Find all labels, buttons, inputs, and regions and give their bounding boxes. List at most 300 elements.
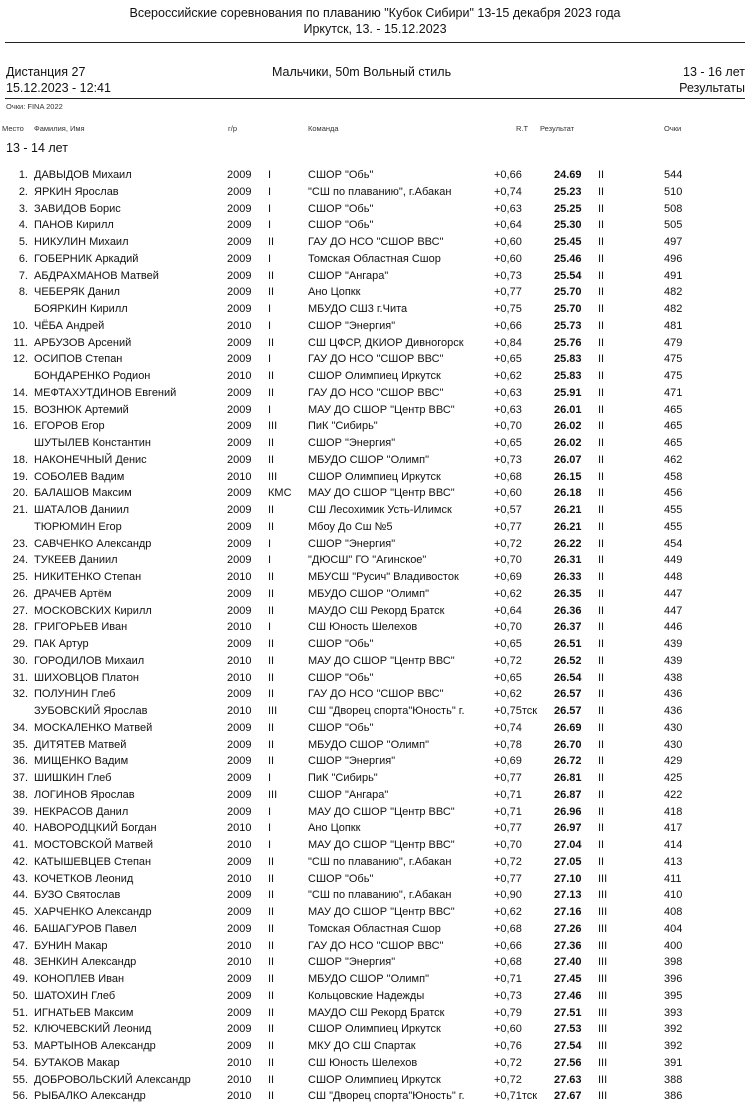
row-reaction-time: +0,70 <box>494 839 522 851</box>
row-result: 26.96 <box>554 805 582 818</box>
row-reaction-time: +0,60 <box>494 1023 522 1036</box>
row-reaction-time: +0,65 <box>494 671 522 684</box>
row-result: 27.05 <box>554 855 582 868</box>
row-result: 26.36 <box>554 604 582 617</box>
row-name: ПОЛУНИН Глеб <box>34 688 116 701</box>
row-points: 455 <box>664 504 683 516</box>
row-year: 2009 <box>227 855 252 868</box>
row-team: СШОР "Ангара" <box>308 269 389 282</box>
row-name: ГОРОДИЛОВ Михаил <box>34 654 145 667</box>
row-category: II <box>268 571 275 583</box>
row-name: НАКОНЕЧНЫЙ Денис <box>34 453 147 466</box>
table-row <box>0 871 750 888</box>
row-team: Ано Цопкк <box>308 822 361 835</box>
document-title: Всероссийские соревнования по плаванию "Кубок Сибири" 13-15 декабря 2023 года <box>129 6 621 20</box>
row-result: 25.54 <box>554 269 582 282</box>
row-points: 400 <box>664 939 683 952</box>
row-team: Томская Областная Сшор <box>308 922 441 935</box>
row-result: 26.54 <box>554 671 582 684</box>
row-year: 2009 <box>227 889 252 902</box>
row-points: 482 <box>664 303 683 315</box>
table-row <box>0 251 750 268</box>
row-team: МАУДО СШ Рекорд Братск <box>308 1006 445 1019</box>
row-name: МОСКОВСКИХ Кирилл <box>34 604 152 617</box>
row-category: I <box>268 185 272 198</box>
row-result: 26.35 <box>554 587 582 600</box>
row-name: МОСТОВСКОЙ Матвей <box>34 839 153 851</box>
row-points: 411 <box>664 872 682 885</box>
row-year: 2009 <box>227 403 252 416</box>
row-team: СШОР "Энергия" <box>308 755 396 768</box>
row-rank: III <box>598 922 608 935</box>
row-points: 430 <box>664 721 683 734</box>
row-year: 2009 <box>227 973 252 985</box>
row-reaction-time: +0,78 <box>494 738 522 751</box>
row-year: 2010 <box>227 956 252 969</box>
row-reaction-time: +0,60 <box>494 252 522 265</box>
row-points: 388 <box>664 1073 683 1086</box>
row-reaction-time: +0,73 <box>494 989 522 1002</box>
row-team: ГАУ ДО НСО "СШОР ВВС" <box>308 236 444 248</box>
row-reaction-time: +0,60 <box>494 236 522 248</box>
table-row <box>0 318 750 335</box>
row-category: I <box>268 805 272 818</box>
row-name: ДРАЧЕВ Артём <box>34 587 112 600</box>
table-row <box>0 1055 750 1072</box>
row-rank: II <box>598 370 605 382</box>
row-rank: II <box>598 470 605 483</box>
row-rank: II <box>598 336 605 349</box>
row-year: 2010 <box>227 621 252 634</box>
row-category: КМС <box>268 487 292 500</box>
table-row <box>0 502 750 519</box>
row-result: 26.70 <box>554 738 582 751</box>
row-rank: II <box>598 604 605 617</box>
table-row <box>0 418 750 435</box>
row-year: 2009 <box>227 303 252 315</box>
row-place: 44. <box>12 889 28 902</box>
row-rank: II <box>598 805 605 818</box>
row-points: 447 <box>664 604 683 617</box>
row-result: 26.21 <box>554 520 582 533</box>
row-year: 2009 <box>227 487 252 500</box>
row-points: 496 <box>664 252 683 265</box>
row-rank: III <box>598 989 608 1002</box>
row-name: ЛОГИНОВ Ярослав <box>34 788 135 801</box>
row-result: 25.91 <box>554 386 582 399</box>
row-result: 27.16 <box>554 906 582 918</box>
row-name: КОНОПЛЕВ Иван <box>34 973 125 985</box>
row-reaction-time: +0,57 <box>494 504 522 516</box>
row-year: 2009 <box>227 554 252 567</box>
row-points: 436 <box>664 705 683 717</box>
row-points: 418 <box>664 805 683 818</box>
row-team: МБУДО СШОР "Олимп" <box>308 587 429 600</box>
row-place: 46. <box>12 922 28 935</box>
row-name: ЗУБОВСКИЙ Ярослав <box>34 705 148 717</box>
row-team: ГАУ ДО НСО "СШОР ВВС" <box>308 386 444 399</box>
row-name: БУТАКОВ Макар <box>34 1056 120 1069</box>
row-year: 2009 <box>227 219 252 232</box>
row-name: СОБОЛЕВ Вадим <box>34 470 125 483</box>
row-reaction-time: +0,70 <box>494 621 522 634</box>
table-row <box>0 1021 750 1038</box>
row-year: 2009 <box>227 537 252 550</box>
row-reaction-time: +0,72 <box>494 1056 522 1069</box>
row-reaction-time: +0,65 <box>494 353 522 366</box>
row-year: 2009 <box>227 336 252 349</box>
row-team: СШ "Дворец спорта"Юность" г. <box>308 1090 465 1103</box>
row-category: I <box>268 252 272 265</box>
row-team: СШОР "Обь" <box>308 202 374 215</box>
table-row <box>0 787 750 804</box>
row-team: СШ ЦФСР, ДКИОР Дивногорск <box>308 336 464 349</box>
row-result: 26.31 <box>554 554 582 567</box>
row-points: 395 <box>664 989 683 1002</box>
row-team: Кольцовские Надежды <box>308 989 425 1002</box>
row-name: КАТЫШЕВЦЕВ Степан <box>34 855 152 868</box>
row-points: 455 <box>664 520 683 533</box>
table-row <box>0 1088 750 1105</box>
col-points: Очки <box>664 124 682 133</box>
row-name: БУЗО Святослав <box>34 889 121 902</box>
row-team: СШОР "Ангара" <box>308 788 389 801</box>
row-year: 2009 <box>227 688 252 701</box>
row-rank: II <box>598 822 605 835</box>
row-category: II <box>268 1023 275 1036</box>
row-place: 8. <box>18 286 28 299</box>
row-result: 27.04 <box>554 839 582 851</box>
row-reaction-time: +0,62 <box>494 906 522 918</box>
row-rank: III <box>598 1056 608 1069</box>
row-category: II <box>268 721 275 734</box>
row-year: 2009 <box>227 1023 252 1036</box>
row-rank: II <box>598 236 605 248</box>
row-name: НЕКРАСОВ Данил <box>34 805 129 818</box>
row-category: II <box>268 1090 275 1103</box>
row-place: 48. <box>12 956 28 969</box>
row-result: 25.46 <box>554 252 582 265</box>
event-number: Дистанция 27 <box>6 65 86 79</box>
row-team: МБУДО СШ3 г.Чита <box>308 303 408 315</box>
row-rank: II <box>598 303 605 315</box>
row-place: 56. <box>12 1090 28 1103</box>
row-points: 398 <box>664 956 683 969</box>
row-rank: II <box>598 705 605 717</box>
table-row <box>0 268 750 285</box>
row-team: МКУ ДО СШ Спартак <box>308 1040 416 1052</box>
row-name: БАШАГУРОВ Павел <box>34 922 137 935</box>
row-category: II <box>268 989 275 1002</box>
row-reaction-time: +0,90 <box>494 889 522 902</box>
row-result: 26.51 <box>554 638 582 650</box>
row-name: ЗЕНКИН Александр <box>34 956 137 969</box>
row-result: 24.69 <box>554 169 582 181</box>
row-points: 508 <box>664 202 683 215</box>
row-team: ПиК "Сибирь" <box>308 420 378 433</box>
row-category: III <box>268 420 278 433</box>
row-result: 26.57 <box>554 688 582 701</box>
row-category: I <box>268 772 272 784</box>
row-reaction-time: +0,63 <box>494 202 522 215</box>
row-result: 25.76 <box>554 336 582 349</box>
row-year: 2009 <box>227 185 252 198</box>
row-reaction-time: +0,77 <box>494 822 522 835</box>
row-place: 32. <box>12 688 28 701</box>
row-points: 505 <box>664 219 683 232</box>
row-category: II <box>268 453 275 466</box>
row-result: 26.33 <box>554 571 582 583</box>
row-year: 2009 <box>227 638 252 650</box>
row-points: 413 <box>664 855 683 868</box>
row-reaction-time: +0,71 <box>494 973 522 985</box>
row-rank: II <box>598 420 605 433</box>
table-row <box>0 385 750 402</box>
row-year: 2009 <box>227 738 252 751</box>
row-category: II <box>268 1056 275 1069</box>
row-reaction-time: +0,71тск <box>494 1090 538 1103</box>
table-row <box>0 603 750 620</box>
row-rank: II <box>598 621 605 634</box>
table-row <box>0 820 750 837</box>
row-rank: II <box>598 437 605 449</box>
event-datetime: 15.12.2023 - 12:41 <box>6 81 111 95</box>
row-team: МБУДО СШОР "Олимп" <box>308 973 429 985</box>
row-points: 439 <box>664 638 683 650</box>
table-row <box>0 737 750 754</box>
row-name: ИГНАТЬЕВ Максим <box>34 1006 134 1019</box>
row-reaction-time: +0,84 <box>494 336 522 349</box>
row-result: 26.02 <box>554 420 582 433</box>
row-place: 19. <box>12 470 28 483</box>
row-reaction-time: +0,66 <box>494 319 522 332</box>
row-place: 7. <box>18 269 28 282</box>
row-rank: II <box>598 738 605 751</box>
row-name: РЫБАЛКО Александр <box>34 1090 146 1103</box>
row-place: 25. <box>12 571 28 583</box>
table-row <box>0 552 750 569</box>
table-row <box>0 1005 750 1022</box>
row-place: 36. <box>12 755 28 768</box>
row-reaction-time: +0,77 <box>494 520 522 533</box>
table-row <box>0 368 750 385</box>
row-category: II <box>268 755 275 768</box>
row-reaction-time: +0,69 <box>494 755 522 768</box>
row-category: II <box>268 269 275 282</box>
table-row <box>0 536 750 553</box>
row-name: ШУТЫЛЕВ Константин <box>34 437 151 449</box>
document-type: Результаты <box>679 81 745 95</box>
row-year: 2010 <box>227 319 252 332</box>
table-row <box>0 686 750 703</box>
table-row <box>0 720 750 737</box>
row-category: III <box>268 705 278 717</box>
row-reaction-time: +0,75тск <box>494 705 538 717</box>
row-place: 26. <box>12 587 28 600</box>
row-year: 2010 <box>227 839 252 851</box>
row-team: "ДЮСШ" ГО "Агинское" <box>308 554 427 567</box>
row-name: АБДРАХМАНОВ Матвей <box>34 269 159 282</box>
row-year: 2009 <box>227 353 252 366</box>
row-place: 29. <box>12 638 28 650</box>
row-points: 456 <box>664 487 683 500</box>
row-rank: III <box>598 956 608 969</box>
row-team: МАУ ДО СШОР "Центр ВВС" <box>308 839 455 851</box>
row-year: 2009 <box>227 437 252 449</box>
row-year: 2009 <box>227 520 252 533</box>
row-name: ШАТОХИН Глеб <box>34 989 116 1002</box>
row-result: 26.22 <box>554 537 582 550</box>
row-place: 53. <box>12 1040 28 1052</box>
table-row <box>0 351 750 368</box>
row-team: СШ Юность Шелехов <box>308 621 418 634</box>
row-place: 54. <box>12 1056 28 1069</box>
row-result: 27.13 <box>554 889 582 902</box>
table-row <box>0 167 750 184</box>
row-reaction-time: +0,68 <box>494 922 522 935</box>
row-name: ДИТЯТЕВ Матвей <box>34 738 127 751</box>
row-points: 439 <box>664 654 683 667</box>
row-team: "СШ по плаванию", г.Абакан <box>308 855 452 868</box>
row-rank: III <box>598 906 608 918</box>
row-team: "СШ по плаванию", г.Абакан <box>308 185 452 198</box>
row-place: 30. <box>12 654 28 667</box>
row-name: ЗАВИДОВ Борис <box>34 202 121 215</box>
row-name: ТЮРЮМИН Егор <box>34 520 122 533</box>
row-result: 27.63 <box>554 1073 582 1086</box>
row-result: 27.53 <box>554 1023 582 1036</box>
row-result: 27.36 <box>554 939 582 952</box>
results-table <box>0 167 750 1105</box>
row-name: ВОЗНЮК Артемий <box>34 403 129 416</box>
row-result: 25.83 <box>554 353 582 366</box>
row-reaction-time: +0,74 <box>494 185 522 198</box>
table-row <box>0 301 750 318</box>
row-points: 436 <box>664 688 683 701</box>
row-reaction-time: +0,64 <box>494 219 522 232</box>
row-category: III <box>268 470 278 483</box>
row-result: 27.56 <box>554 1056 582 1069</box>
row-rank: II <box>598 219 605 232</box>
row-year: 2010 <box>227 1090 252 1103</box>
row-points: 414 <box>664 839 683 851</box>
row-team: МАУ ДО СШОР "Центр ВВС" <box>308 906 455 918</box>
row-points: 544 <box>664 169 683 181</box>
row-place: 40. <box>12 822 28 835</box>
row-points: 497 <box>664 236 683 248</box>
row-place: 23. <box>12 537 28 550</box>
row-team: СШОР "Энергия" <box>308 319 396 332</box>
table-row <box>0 753 750 770</box>
row-category: I <box>268 303 272 315</box>
row-year: 2009 <box>227 453 252 466</box>
row-reaction-time: +0,68 <box>494 470 522 483</box>
row-result: 25.30 <box>554 219 582 232</box>
row-place: 1. <box>18 169 28 181</box>
row-rank: II <box>598 169 605 181</box>
row-result: 27.67 <box>554 1090 582 1103</box>
row-place: 2. <box>18 185 28 198</box>
row-result: 26.07 <box>554 453 582 466</box>
row-reaction-time: +0,62 <box>494 688 522 701</box>
table-row <box>0 452 750 469</box>
row-rank: II <box>598 638 605 650</box>
row-rank: III <box>598 889 608 902</box>
row-year: 2009 <box>227 1040 252 1052</box>
row-result: 26.72 <box>554 755 582 768</box>
table-row <box>0 469 750 486</box>
row-category: II <box>268 1073 275 1086</box>
row-category: I <box>268 822 272 835</box>
row-year: 2010 <box>227 571 252 583</box>
row-name: ОСИПОВ Степан <box>34 353 123 366</box>
table-row <box>0 636 750 653</box>
row-name: ГОБЕРНИК Аркадий <box>34 252 139 265</box>
row-rank: II <box>598 185 605 198</box>
row-reaction-time: +0,77 <box>494 286 522 299</box>
row-name: МОСКАЛЕНКО Матвей <box>34 721 153 734</box>
row-result: 25.73 <box>554 319 582 332</box>
row-points: 510 <box>664 185 683 198</box>
row-rank: II <box>598 755 605 768</box>
row-team: СШОР "Обь" <box>308 671 374 684</box>
row-rank: III <box>598 872 608 885</box>
table-row <box>0 854 750 871</box>
row-team: ГАУ ДО НСО "СШОР ВВС" <box>308 939 444 952</box>
row-category: II <box>268 738 275 751</box>
row-team: СШ Лесохимик Усть-Илимск <box>308 504 452 516</box>
row-name: ДОБРОВОЛЬСКИЙ Александр <box>34 1073 191 1086</box>
row-name: ШИШКИН Глеб <box>34 772 112 784</box>
row-team: МАУ ДО СШОР "Центр ВВС" <box>308 805 455 818</box>
row-year: 2009 <box>227 504 252 516</box>
table-row <box>0 586 750 603</box>
row-reaction-time: +0,64 <box>494 604 522 617</box>
row-reaction-time: +0,66 <box>494 169 522 181</box>
row-points: 475 <box>664 370 683 382</box>
row-place: 41. <box>12 839 28 851</box>
row-points: 482 <box>664 286 683 299</box>
row-category: II <box>268 236 275 248</box>
row-result: 26.87 <box>554 788 582 801</box>
row-year: 2009 <box>227 922 252 935</box>
row-category: II <box>268 973 275 985</box>
row-rank: III <box>598 1040 608 1052</box>
row-team: СШОР Олимпиец Иркутск <box>308 1023 441 1036</box>
row-category: I <box>268 202 272 215</box>
row-result: 27.45 <box>554 973 582 985</box>
row-year: 2009 <box>227 286 252 299</box>
row-name: КЛЮЧЕВСКИЙ Леонид <box>34 1023 152 1036</box>
row-reaction-time: +0,60 <box>494 487 522 500</box>
row-reaction-time: +0,73 <box>494 453 522 466</box>
col-place: Место <box>2 124 24 133</box>
header-divider <box>5 42 745 43</box>
table-row <box>0 670 750 687</box>
row-reaction-time: +0,65 <box>494 638 522 650</box>
row-rank: II <box>598 587 605 600</box>
row-points: 386 <box>664 1090 683 1103</box>
table-row <box>0 904 750 921</box>
row-name: МАРТЫНОВ Александр <box>34 1040 156 1052</box>
row-year: 2010 <box>227 822 252 835</box>
row-place: 14. <box>12 386 28 399</box>
row-team: "СШ по плаванию", г.Абакан <box>308 889 452 902</box>
row-place: 10. <box>12 319 28 332</box>
col-rt: R.T <box>516 124 529 133</box>
table-row <box>0 954 750 971</box>
row-team: СШ "Дворец спорта"Юность" г. <box>308 705 465 717</box>
